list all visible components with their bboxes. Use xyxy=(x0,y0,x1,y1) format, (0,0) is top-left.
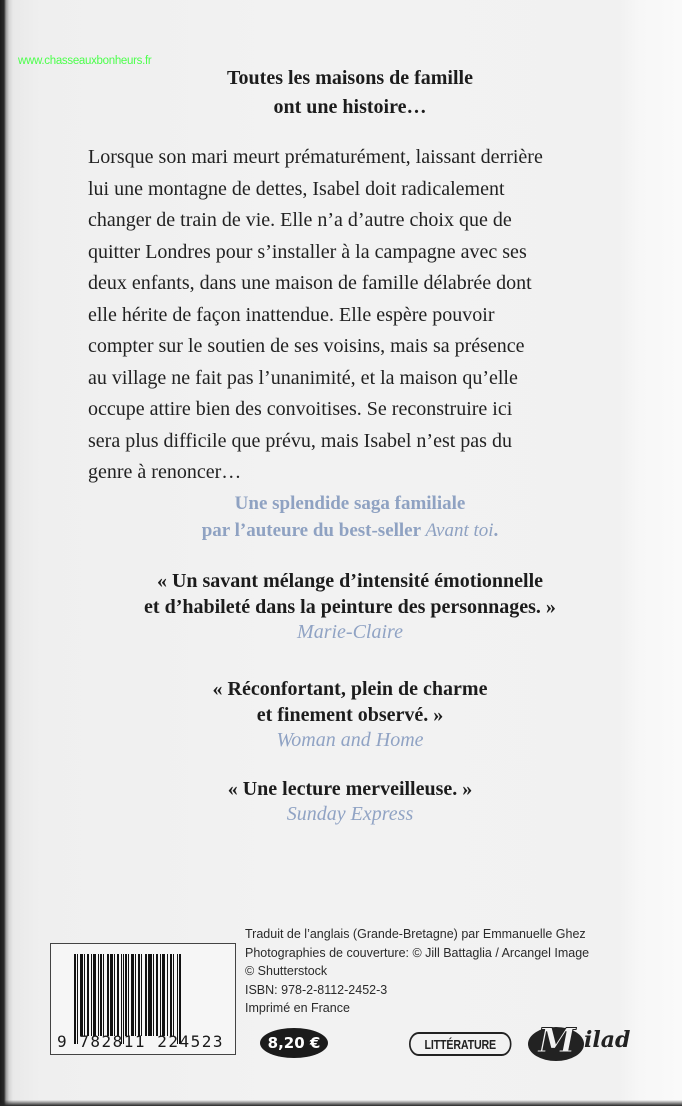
cover-bottom-edge xyxy=(0,1100,682,1106)
synopsis xyxy=(88,142,628,489)
synopsis-line: compter sur le soutien de ses voisins, mais sa présence xyxy=(88,335,525,357)
price-badge: 8,20 € xyxy=(260,1028,328,1058)
tagline-suffix: . xyxy=(493,520,499,541)
quote-line: « Un savant mélange d’intensité émotionnelle xyxy=(156,570,544,592)
synopsis-line: lui une montagne de dettes, Isabel doit radicalement xyxy=(88,177,505,200)
barcode-digits: 9 782811 224523 xyxy=(57,1032,224,1051)
credits-block xyxy=(245,925,589,1018)
quote-line: « Une lecture merveilleuse. » xyxy=(227,778,473,800)
barcode-bars xyxy=(74,954,225,1036)
synopsis-line: deux enfants, dans une maison de famille délabrée dont xyxy=(88,272,532,294)
synopsis-line: Lorsque son mari meurt prématurément, laissant derrière xyxy=(88,146,543,168)
headline-line-2: ont une histoire… xyxy=(273,96,427,118)
synopsis-line: quitter Londres pour s’installer à la campagne avec ses xyxy=(88,240,527,263)
logo-initial: M xyxy=(538,1021,576,1061)
headline xyxy=(140,64,560,122)
book-title-reference: Avant toi xyxy=(425,520,494,541)
tagline xyxy=(100,490,600,544)
synopsis-line: elle hérite de façon inattendue. Elle espère pouvoir xyxy=(88,303,495,326)
synopsis-line: changer de train de vie. Elle n’a d’autre choix que de xyxy=(88,209,512,231)
review-quote-sunday-express xyxy=(40,776,660,826)
synopsis-line: occupe attire bien des convoitises. Se reconstruire ici xyxy=(88,398,513,420)
synopsis-line: au village ne fait pas l’unanimité, et la maison qu’elle xyxy=(88,366,518,389)
barcode xyxy=(50,943,236,1055)
quote-line: « Réconfortant, plein de charme xyxy=(212,678,488,700)
translation-credit: Traduit de l’anglais (Grande-Bretagne) par Emmanuelle Ghez xyxy=(245,927,586,941)
quote-source: Woman and Home xyxy=(276,729,424,751)
isbn: ISBN: 978-2-8112-2452-3 xyxy=(245,982,388,997)
headline-line-1: Toutes les maisons de famille xyxy=(227,67,473,89)
synopsis-line: sera plus difficile que prévu, mais Isabel n’est pas du xyxy=(88,429,512,452)
review-quote-woman-and-home xyxy=(40,676,660,752)
logo-wordmark: ilad xyxy=(584,1027,631,1053)
printed-in: Imprimé en France xyxy=(245,1001,350,1015)
tagline-line-2 xyxy=(100,517,600,544)
publisher-logo xyxy=(528,1021,648,1065)
quote-line: et finement observé. » xyxy=(256,704,444,726)
tagline-line-1: Une splendide saga familiale xyxy=(234,493,466,514)
watermark-link[interactable]: www.chasseauxbonheurs.fr xyxy=(18,55,152,67)
genre-badge: LITTÉRATURE xyxy=(409,1032,512,1056)
synopsis-line: genre à renoncer… xyxy=(88,461,242,483)
review-quote-marie-claire xyxy=(40,568,660,644)
photo-credit-2: © Shutterstock xyxy=(245,964,328,978)
tagline-prefix: par l’auteure du best-seller xyxy=(201,520,426,541)
quote-source: Sunday Express xyxy=(286,803,414,825)
quote-line: et d’habileté dans la peinture des personnages. » xyxy=(144,596,556,618)
quote-source: Marie-Claire xyxy=(297,621,403,643)
photo-credit: Photographies de couverture: © Jill Battaglia / Arcangel Image xyxy=(245,945,590,960)
